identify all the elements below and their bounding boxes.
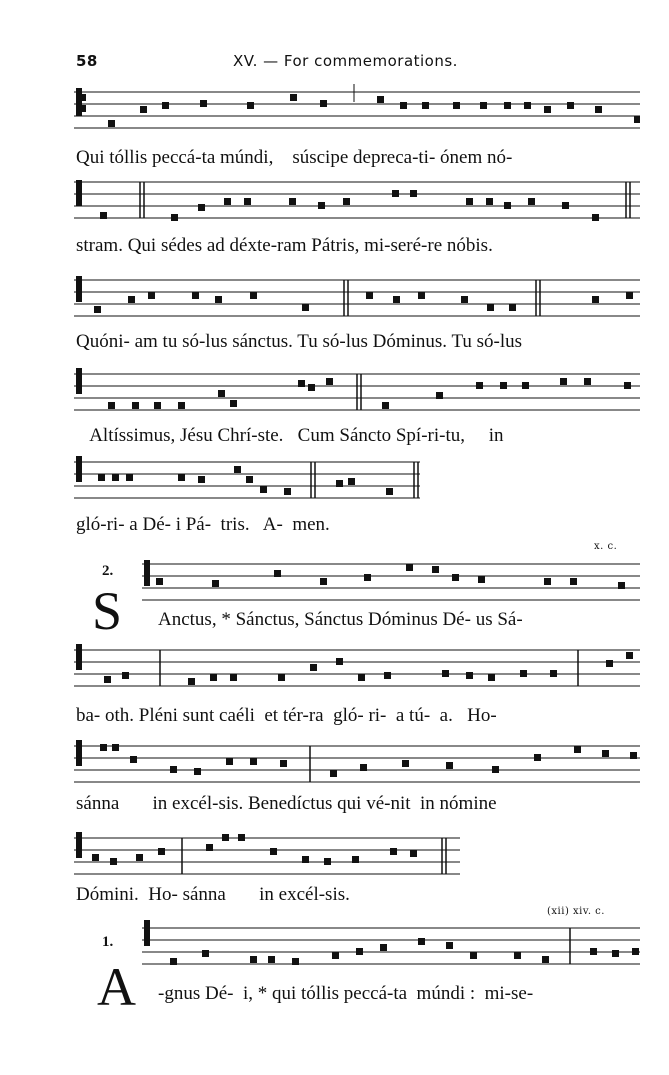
mode-label: x. c. (594, 541, 618, 552)
mode-label: (xii) xiv. c. (547, 906, 605, 917)
staff-line-6 (142, 556, 640, 606)
lyric-line-10: -gnus Dé- i, * qui tóllis peccá-ta múndi : mi-se- (158, 983, 534, 1004)
lyric-line-8: sánna in excél-sis. Benedíctus qui vé-nit in nómine (76, 793, 497, 814)
lyric-line-3: Quóni- am tu só-lus sánctus. Tu só-lus Dóminus. Tu só-lus (76, 331, 523, 352)
lyric-line-7: ba- oth. Pléni sunt caéli et tér-ra gló- ri- a tú- a. Ho- (76, 705, 497, 726)
staff-line-3 (74, 276, 640, 324)
do-clef-icon (76, 740, 82, 766)
do-clef-icon (76, 180, 82, 206)
staff-line-7 (74, 640, 640, 696)
lyric-line-5: gló-ri- a Dé- i Pá- tris. A- men. (76, 514, 330, 535)
lyric-line-1: Qui tóllis peccá-ta múndi, súscipe depreca-ti- ónem nó- (76, 147, 513, 168)
page-title: XV. — For commemorations. (233, 52, 458, 70)
do-clef-icon (76, 644, 82, 670)
staff-line-9 (74, 828, 460, 880)
drop-cap-initial: S (92, 581, 123, 641)
neume-group (100, 744, 637, 777)
do-clef-icon (76, 276, 82, 302)
drop-cap-initial: A (97, 957, 136, 1017)
do-clef-icon (76, 456, 82, 482)
lyric-line-4: Altíssimus, Jésu Chrí-ste. Cum Sáncto Spí-ri-tu, in (76, 425, 504, 446)
do-clef-icon (76, 368, 82, 394)
staff-line-8 (74, 738, 640, 790)
lyric-line-2: stram. Qui sédes ad déxte-ram Pátris, mi-seré-re nóbis. (76, 235, 493, 256)
neume-group (104, 652, 633, 685)
staff-line-5 (74, 452, 420, 504)
neume-group (98, 466, 393, 495)
lyric-line-9: Dómini. Ho- sánna in excél-sis. (76, 884, 350, 905)
do-clef-icon (144, 560, 150, 586)
verse-number: 1. (102, 934, 114, 950)
neume-group (108, 378, 631, 409)
neume-group (94, 292, 633, 313)
staff-line-10 (142, 918, 640, 978)
staff-line-4 (74, 362, 640, 420)
neume-group (108, 94, 640, 127)
staff-line-2 (74, 180, 640, 228)
verse-number: 2. (102, 563, 114, 579)
do-clef-icon (144, 920, 150, 946)
page-number: 58 (76, 52, 98, 70)
staff-line-1 (74, 82, 640, 140)
do-clef-icon (76, 832, 82, 858)
lyric-line-6: Anctus, * Sánctus, Sánctus Dóminus Dé- us Sá- (158, 609, 523, 630)
